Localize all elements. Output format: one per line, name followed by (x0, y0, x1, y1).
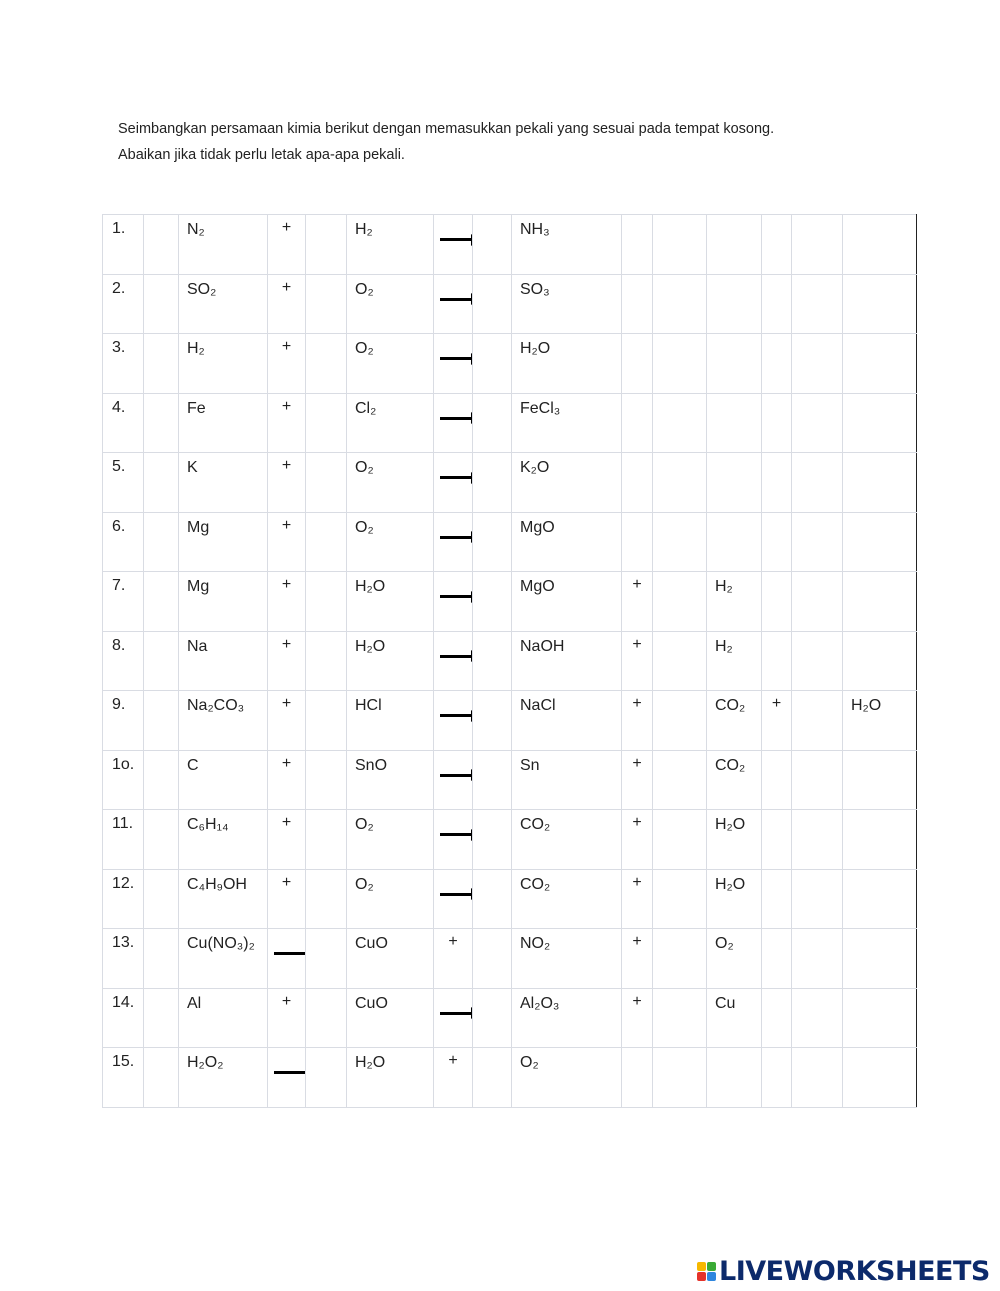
reaction-arrow-cell (434, 393, 473, 453)
plus-sign: + (268, 810, 306, 870)
coefficient-blank[interactable] (473, 572, 512, 632)
chemical-formula: C (179, 750, 268, 810)
coefficient-blank[interactable] (144, 988, 179, 1048)
chemical-formula: Al (179, 988, 268, 1048)
right-arrow-icon (440, 238, 473, 241)
reaction-arrow-cell (268, 929, 306, 989)
empty-cell (762, 929, 792, 989)
reaction-arrow-cell (434, 215, 473, 275)
reaction-arrow-cell (434, 453, 473, 513)
equation-row (103, 631, 917, 691)
coefficient-blank[interactable] (306, 512, 347, 572)
coefficient-blank[interactable] (653, 393, 707, 453)
coefficient-blank[interactable] (144, 929, 179, 989)
chemical-formula: N₂ (179, 215, 268, 275)
coefficient-blank[interactable] (792, 572, 843, 632)
empty-cell (762, 810, 792, 870)
right-arrow-icon (440, 595, 473, 598)
equation-number: 4. (103, 393, 144, 453)
coefficient-blank[interactable] (144, 572, 179, 632)
equation-row (103, 274, 917, 334)
chemical-formula (843, 215, 917, 275)
right-arrow-icon (440, 417, 473, 420)
equation-row (103, 572, 917, 632)
plus-sign: + (268, 215, 306, 275)
coefficient-blank[interactable] (473, 988, 512, 1048)
coefficient-blank[interactable] (473, 393, 512, 453)
plus-sign: + (268, 869, 306, 929)
chemical-formula (843, 274, 917, 334)
coefficient-blank[interactable] (144, 334, 179, 394)
empty-cell (622, 274, 653, 334)
equation-row (103, 215, 917, 275)
equation-number: 5. (103, 453, 144, 513)
plus-sign: + (268, 512, 306, 572)
plus-sign: + (268, 274, 306, 334)
liveworksheets-logo (697, 1256, 990, 1286)
coefficient-blank[interactable] (306, 393, 347, 453)
chemical-formula (843, 810, 917, 870)
empty-cell (762, 869, 792, 929)
plus-sign: + (434, 1048, 473, 1108)
chemical-formula: O₂ (347, 869, 434, 929)
coefficient-blank[interactable] (306, 215, 347, 275)
coefficient-blank[interactable] (792, 453, 843, 513)
plus-sign: + (268, 691, 306, 751)
empty-cell (762, 572, 792, 632)
chemical-formula: Cu(NO₃)₂ (179, 929, 268, 989)
plus-sign: + (268, 334, 306, 394)
reaction-arrow-cell (434, 988, 473, 1048)
coefficient-blank[interactable] (306, 334, 347, 394)
chemical-formula: C₄H₉OH (179, 869, 268, 929)
coefficient-blank[interactable] (653, 691, 707, 751)
chemical-formula: CuO (347, 929, 434, 989)
chemical-formula (843, 929, 917, 989)
right-arrow-icon (440, 298, 473, 301)
reaction-arrow-cell (434, 631, 473, 691)
coefficient-blank[interactable] (653, 274, 707, 334)
chemical-formula: MgO (512, 572, 622, 632)
plus-sign: + (622, 691, 653, 751)
right-arrow-icon (440, 357, 473, 360)
coefficient-blank[interactable] (144, 750, 179, 810)
chemical-formula: Mg (179, 572, 268, 632)
reaction-arrow-cell (268, 1048, 306, 1108)
coefficient-blank[interactable] (473, 334, 512, 394)
coefficient-blank[interactable] (473, 1048, 512, 1108)
coefficient-blank[interactable] (144, 1048, 179, 1108)
plus-sign: + (622, 810, 653, 870)
equation-row (103, 512, 917, 572)
chemical-formula (707, 215, 762, 275)
reaction-arrow-cell (434, 274, 473, 334)
chemical-formula: H₂ (707, 572, 762, 632)
coefficient-blank[interactable] (653, 810, 707, 870)
chemical-formula: CuO (347, 988, 434, 1048)
coefficient-blank[interactable] (306, 453, 347, 513)
chemical-formula (843, 631, 917, 691)
coefficient-blank[interactable] (473, 750, 512, 810)
empty-cell (622, 453, 653, 513)
coefficient-blank[interactable] (792, 988, 843, 1048)
chemical-formula (843, 453, 917, 513)
equation-row (103, 869, 917, 929)
chemical-formula: Cu (707, 988, 762, 1048)
chemical-formula: H₂O (347, 1048, 434, 1108)
empty-cell (622, 215, 653, 275)
equation-row (103, 929, 917, 989)
right-arrow-icon (274, 952, 306, 955)
coefficient-blank[interactable] (653, 631, 707, 691)
chemical-formula (707, 1048, 762, 1108)
reaction-arrow-cell (434, 691, 473, 751)
chemical-formula: Fe (179, 393, 268, 453)
coefficient-blank[interactable] (792, 750, 843, 810)
coefficient-blank[interactable] (473, 274, 512, 334)
chemical-formula: Al₂O₃ (512, 988, 622, 1048)
empty-cell (762, 215, 792, 275)
equation-row (103, 691, 917, 751)
coefficient-blank[interactable] (306, 691, 347, 751)
plus-sign: + (622, 750, 653, 810)
coefficient-blank[interactable] (653, 750, 707, 810)
chemical-formula: CO₂ (512, 869, 622, 929)
empty-cell (762, 1048, 792, 1108)
coefficient-blank[interactable] (144, 453, 179, 513)
coefficient-blank[interactable] (792, 631, 843, 691)
chemical-formula: NH₃ (512, 215, 622, 275)
plus-sign: + (268, 453, 306, 513)
right-arrow-icon (274, 1071, 306, 1074)
chemical-formula: SO₃ (512, 274, 622, 334)
chemical-formula (843, 988, 917, 1048)
equation-row (103, 453, 917, 513)
coefficient-blank[interactable] (473, 453, 512, 513)
plus-sign: + (268, 750, 306, 810)
plus-sign: + (622, 988, 653, 1048)
plus-sign: + (268, 572, 306, 632)
right-arrow-icon (440, 833, 473, 836)
empty-cell (762, 512, 792, 572)
chemical-formula: HCl (347, 691, 434, 751)
coefficient-blank[interactable] (792, 334, 843, 394)
coefficient-blank[interactable] (653, 512, 707, 572)
equation-number: 3. (103, 334, 144, 394)
chemical-formula: Cl₂ (347, 393, 434, 453)
plus-sign: + (434, 929, 473, 989)
chemical-formula: H₂ (707, 631, 762, 691)
plus-sign: + (268, 988, 306, 1048)
right-arrow-icon (440, 714, 473, 717)
coefficient-blank[interactable] (144, 691, 179, 751)
chemical-formula: O₂ (347, 453, 434, 513)
coefficient-blank[interactable] (473, 869, 512, 929)
equation-number: 14. (103, 988, 144, 1048)
equation-number: 1. (103, 215, 144, 275)
coefficient-blank[interactable] (653, 929, 707, 989)
reaction-arrow-cell (434, 869, 473, 929)
empty-cell (762, 453, 792, 513)
chemical-formula: O₂ (347, 810, 434, 870)
equation-number: 11. (103, 810, 144, 870)
coefficient-blank[interactable] (792, 215, 843, 275)
chemical-formula (843, 1048, 917, 1108)
chemical-formula: CO₂ (707, 750, 762, 810)
coefficient-blank[interactable] (473, 631, 512, 691)
chemical-formula: SnO (347, 750, 434, 810)
empty-cell (762, 750, 792, 810)
chemical-formula: K (179, 453, 268, 513)
right-arrow-icon (440, 893, 473, 896)
chemical-formula: H₂O (707, 810, 762, 870)
chemical-formula (843, 512, 917, 572)
coefficient-blank[interactable] (792, 869, 843, 929)
instructions (118, 116, 938, 168)
coefficient-blank[interactable] (653, 869, 707, 929)
coefficient-blank[interactable] (306, 1048, 347, 1108)
chemical-formula: NaCl (512, 691, 622, 751)
chemical-formula: H₂ (179, 334, 268, 394)
chemical-formula (707, 453, 762, 513)
empty-cell (622, 334, 653, 394)
chemical-formula: O₂ (512, 1048, 622, 1108)
chemical-formula: O₂ (707, 929, 762, 989)
logo-blocks-icon (697, 1262, 716, 1281)
right-arrow-icon (440, 655, 473, 658)
equation-row (103, 810, 917, 870)
chemical-formula: C₆H₁₄ (179, 810, 268, 870)
coefficient-blank[interactable] (792, 929, 843, 989)
equation-number: 15. (103, 1048, 144, 1108)
chemical-formula: Sn (512, 750, 622, 810)
equation-number: 13. (103, 929, 144, 989)
coefficient-blank[interactable] (792, 393, 843, 453)
chemical-formula (707, 512, 762, 572)
coefficient-blank[interactable] (144, 512, 179, 572)
right-arrow-icon (440, 774, 473, 777)
chemical-formula: Mg (179, 512, 268, 572)
coefficient-blank[interactable] (306, 750, 347, 810)
equation-table (102, 214, 917, 1108)
coefficient-blank[interactable] (306, 572, 347, 632)
coefficient-blank[interactable] (144, 274, 179, 334)
instruction-line-1: Seimbangkan persamaan kimia berikut dengan memasukkan pekali yang sesuai pada tempat kosong. (118, 121, 775, 137)
chemical-formula: CO₂ (707, 691, 762, 751)
right-arrow-icon (440, 1012, 473, 1015)
chemical-formula: H₂O₂ (179, 1048, 268, 1108)
coefficient-blank[interactable] (473, 929, 512, 989)
coefficient-blank[interactable] (144, 810, 179, 870)
equation-row (103, 988, 917, 1048)
chemical-formula: H₂O (512, 334, 622, 394)
empty-cell (762, 393, 792, 453)
empty-cell (762, 631, 792, 691)
coefficient-blank[interactable] (306, 274, 347, 334)
chemical-formula: H₂O (347, 572, 434, 632)
reaction-arrow-cell (434, 512, 473, 572)
coefficient-blank[interactable] (144, 869, 179, 929)
chemical-formula (843, 869, 917, 929)
equation-number: 6. (103, 512, 144, 572)
chemical-formula: NO₂ (512, 929, 622, 989)
coefficient-blank[interactable] (792, 512, 843, 572)
right-arrow-icon (440, 536, 473, 539)
coefficient-blank[interactable] (144, 631, 179, 691)
empty-cell (622, 1048, 653, 1108)
chemical-formula (707, 393, 762, 453)
coefficient-blank[interactable] (306, 869, 347, 929)
plus-sign: + (622, 869, 653, 929)
plus-sign: + (268, 393, 306, 453)
equation-number: 8. (103, 631, 144, 691)
chemical-formula: MgO (512, 512, 622, 572)
chemical-formula: O₂ (347, 274, 434, 334)
coefficient-blank[interactable] (653, 988, 707, 1048)
equation-number: 7. (103, 572, 144, 632)
empty-cell (762, 334, 792, 394)
chemical-formula (843, 334, 917, 394)
logo-text: LIVEWORKSHEETS (719, 1255, 990, 1287)
chemical-formula: O₂ (347, 334, 434, 394)
plus-sign: + (622, 631, 653, 691)
chemical-formula: H₂O (707, 869, 762, 929)
coefficient-blank[interactable] (792, 1048, 843, 1108)
right-arrow-icon (440, 476, 473, 479)
equation-row (103, 1048, 917, 1108)
equation-row (103, 334, 917, 394)
reaction-arrow-cell (434, 750, 473, 810)
equation-number: 1o. (103, 750, 144, 810)
chemical-formula: FeCl₃ (512, 393, 622, 453)
chemical-formula: O₂ (347, 512, 434, 572)
coefficient-blank[interactable] (306, 988, 347, 1048)
coefficient-blank[interactable] (306, 810, 347, 870)
coefficient-blank[interactable] (792, 691, 843, 751)
reaction-arrow-cell (434, 334, 473, 394)
chemical-formula (843, 393, 917, 453)
empty-cell (762, 988, 792, 1048)
coefficient-blank[interactable] (653, 334, 707, 394)
chemical-formula (843, 572, 917, 632)
coefficient-blank[interactable] (144, 393, 179, 453)
coefficient-blank[interactable] (473, 691, 512, 751)
chemical-formula: K₂O (512, 453, 622, 513)
plus-sign: + (762, 691, 792, 751)
chemical-formula: Na (179, 631, 268, 691)
chemical-formula: Na₂CO₃ (179, 691, 268, 751)
instruction-line-2: Abaikan jika tidak perlu letak apa-apa pekali. (118, 147, 405, 163)
empty-cell (762, 274, 792, 334)
coefficient-blank[interactable] (473, 215, 512, 275)
plus-sign: + (268, 631, 306, 691)
reaction-arrow-cell (434, 810, 473, 870)
equation-number: 2. (103, 274, 144, 334)
equation-number: 12. (103, 869, 144, 929)
plus-sign: + (622, 572, 653, 632)
equation-row (103, 750, 917, 810)
coefficient-blank[interactable] (653, 1048, 707, 1108)
chemical-formula (707, 334, 762, 394)
equation-row (103, 393, 917, 453)
equation-number: 9. (103, 691, 144, 751)
coefficient-blank[interactable] (792, 274, 843, 334)
chemical-formula: H₂O (347, 631, 434, 691)
chemical-formula: H₂O (843, 691, 917, 751)
coefficient-blank[interactable] (792, 810, 843, 870)
chemical-formula: H₂ (347, 215, 434, 275)
chemical-formula (707, 274, 762, 334)
chemical-formula: SO₂ (179, 274, 268, 334)
chemical-formula: CO₂ (512, 810, 622, 870)
empty-cell (622, 393, 653, 453)
coefficient-blank[interactable] (653, 572, 707, 632)
coefficient-blank[interactable] (473, 810, 512, 870)
reaction-arrow-cell (434, 572, 473, 632)
chemical-formula: NaOH (512, 631, 622, 691)
coefficient-blank[interactable] (653, 215, 707, 275)
coefficient-blank[interactable] (306, 929, 347, 989)
coefficient-blank[interactable] (144, 215, 179, 275)
chemical-formula (843, 750, 917, 810)
plus-sign: + (622, 929, 653, 989)
coefficient-blank[interactable] (306, 631, 347, 691)
empty-cell (622, 512, 653, 572)
coefficient-blank[interactable] (653, 453, 707, 513)
coefficient-blank[interactable] (473, 512, 512, 572)
